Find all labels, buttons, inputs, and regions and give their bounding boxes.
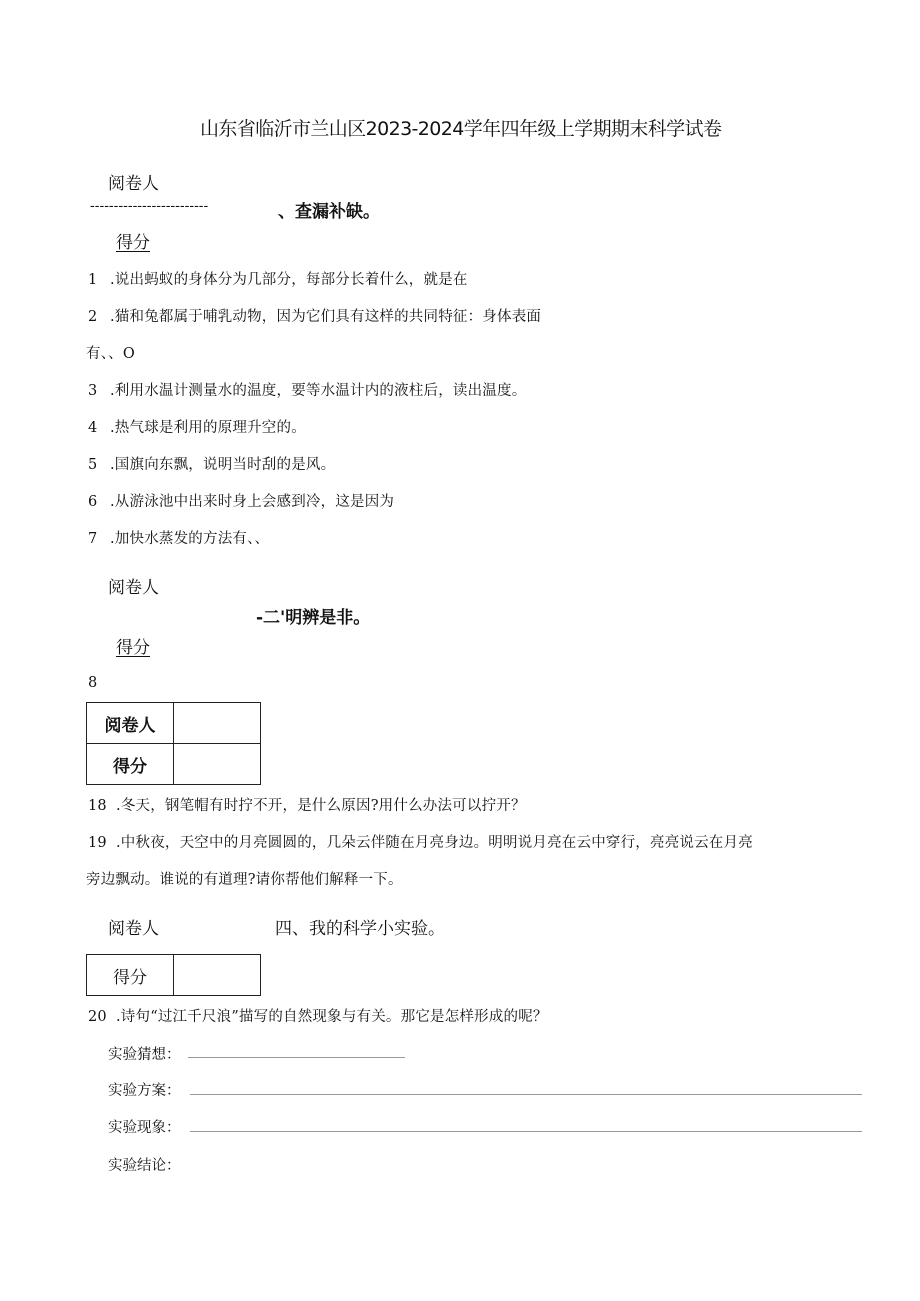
table-row bbox=[87, 703, 261, 744]
question-19-continued bbox=[86, 868, 403, 889]
experiment-conclusion-label: 实验结论： bbox=[108, 1158, 181, 1174]
question-number: 6 bbox=[88, 494, 98, 510]
question-text: 有、、O bbox=[86, 346, 135, 362]
score-blank-cell[interactable] bbox=[174, 955, 261, 996]
question-4 bbox=[88, 416, 306, 437]
question-text: .猫和兔都属于哺乳动物，因为它们具有这样的共同特征：身体表面 bbox=[110, 309, 542, 325]
question-18 bbox=[88, 794, 526, 815]
experiment-phenomenon-label: 实验现象： bbox=[108, 1120, 181, 1136]
reviewer-blank-cell[interactable] bbox=[174, 703, 261, 744]
question-3 bbox=[88, 379, 526, 400]
page-title: 山东省临沂市兰山区2023-2024学年四年级上学期期末科学试卷 bbox=[200, 118, 722, 140]
question-2-continued bbox=[86, 342, 135, 363]
section-2-heading: -二'明辨是非。 bbox=[256, 608, 371, 628]
question-5 bbox=[88, 453, 335, 474]
question-number: 19 bbox=[88, 835, 107, 851]
question-20 bbox=[88, 1005, 548, 1026]
reviewer-label: 阅卷人 bbox=[108, 174, 159, 194]
question-text: .诗句“过江千尺浪”描写的自然现象与有关。那它是怎样形成的呢？ bbox=[116, 1009, 548, 1025]
question-number: 20 bbox=[88, 1009, 107, 1025]
question-6 bbox=[88, 490, 394, 511]
question-number: 7 bbox=[88, 531, 98, 547]
score-table-small bbox=[86, 954, 261, 996]
question-text: .中秋夜，天空中的月亮圆圆的，几朵云伴随在月亮身边。明明说月亮在云中穿行，亮亮说云在月亮 bbox=[116, 835, 753, 851]
question-text: .热气球是利用的原理升空的。 bbox=[110, 420, 306, 436]
experiment-guess-label: 实验猜想： bbox=[108, 1047, 181, 1063]
question-8-number: 8 bbox=[88, 675, 98, 691]
section-1-dashes: ------------------------- bbox=[90, 198, 209, 214]
section-4-heading: 四、我的科学小实验。 bbox=[275, 919, 445, 939]
section-1-heading: 、查漏补缺。 bbox=[278, 202, 380, 222]
score-table bbox=[86, 702, 261, 785]
score-blank-cell[interactable] bbox=[174, 744, 261, 785]
question-text: 旁边飘动。谁说的有道理?请你帮他们解释一下。 bbox=[86, 872, 403, 888]
score-cell: 得分 bbox=[87, 744, 174, 785]
question-text: .从游泳池中出来时身上会感到冷，这是因为 bbox=[110, 494, 395, 510]
question-number: 18 bbox=[88, 798, 107, 814]
reviewer-label: 阅卷人 bbox=[108, 578, 159, 598]
question-number: 4 bbox=[88, 420, 98, 436]
experiment-phenomenon-line[interactable] bbox=[190, 1131, 862, 1132]
question-text: .说出蚂蚁的身体分为几部分，每部分长着什么，就是在 bbox=[110, 272, 468, 288]
reviewer-label: 阅卷人 bbox=[108, 919, 159, 939]
question-2 bbox=[88, 305, 541, 326]
score-cell: 得分 bbox=[87, 955, 174, 996]
score-label: 得分 bbox=[116, 233, 150, 253]
question-number: 2 bbox=[88, 309, 98, 325]
question-number: 1 bbox=[88, 272, 98, 288]
question-number: 3 bbox=[88, 383, 98, 399]
experiment-plan-line[interactable] bbox=[190, 1094, 862, 1095]
score-label: 得分 bbox=[116, 638, 150, 658]
question-text: .加快水蒸发的方法有、、 bbox=[110, 531, 270, 547]
table-row bbox=[87, 744, 261, 785]
question-19 bbox=[88, 831, 753, 852]
experiment-plan-label: 实验方案： bbox=[108, 1083, 181, 1099]
experiment-guess-line[interactable] bbox=[188, 1057, 405, 1058]
table-row bbox=[87, 955, 261, 996]
reviewer-cell: 阅卷人 bbox=[87, 703, 174, 744]
question-text: .国旗向东飘，说明当时刮的是风。 bbox=[110, 457, 336, 473]
question-1 bbox=[88, 268, 468, 289]
question-7 bbox=[88, 527, 269, 548]
question-number: 5 bbox=[88, 457, 98, 473]
question-text: .利用水温计测量水的温度，要等水温计内的液柱后，读出温度。 bbox=[110, 383, 527, 399]
question-text: .冬天，钢笔帽有时拧不开，是什么原因?用什么办法可以拧开？ bbox=[116, 798, 526, 814]
